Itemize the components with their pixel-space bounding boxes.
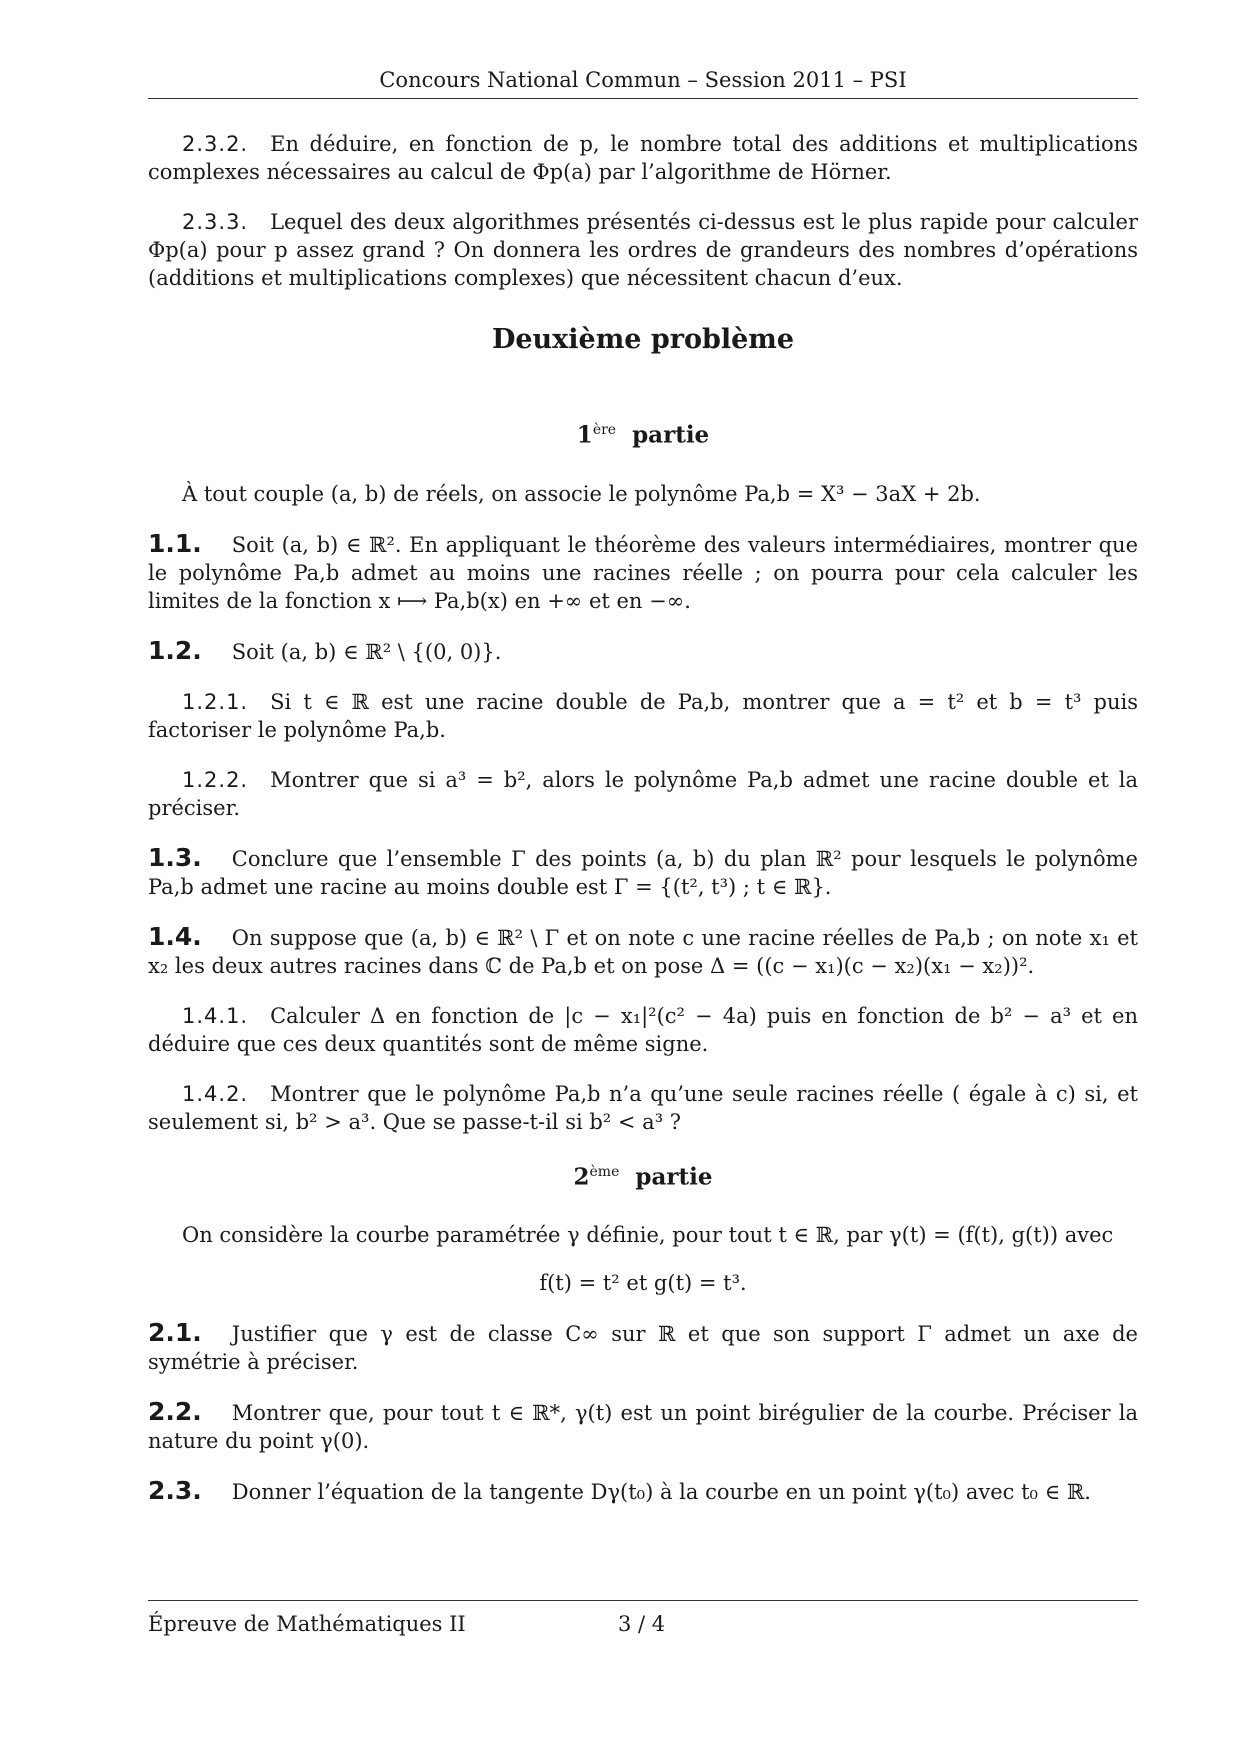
question-number: 2.1. (148, 1318, 202, 1348)
part-ordinal: ère (592, 422, 617, 438)
question-number: 1.3. (148, 842, 202, 872)
question-text: Calculer Δ en fonction de |c − x₁|²(c² − 4a) puis en fonction de b² − a³ et en déduire que ces deux quantités sont de même signe. (148, 1003, 1138, 1056)
question-text: Soit (a, b) ∈ ℝ². En appliquant le théorème des valeurs intermédiaires, montrer que le polynôme Pa,b admet au moins une racines réelle ; on pourra pour cela calculer les limites de la fonction x ⟼ Pa,b(x) en +∞ et en −∞. (148, 532, 1138, 613)
part-word: partie (635, 1163, 713, 1191)
header-rule (148, 98, 1138, 99)
question-number: 1.1. (148, 528, 202, 558)
question-number: 1.4.1. (182, 1003, 249, 1028)
question-1-3 (148, 844, 1138, 901)
page-body (148, 130, 1138, 1528)
question-number: 1.2.1. (182, 689, 249, 714)
question-1-2-2 (148, 766, 1138, 822)
question-2-3 (148, 1477, 1138, 1506)
question-1-1 (148, 530, 1138, 615)
question-number: 1.4. (148, 921, 202, 951)
question-1-4-1 (148, 1002, 1138, 1058)
intro-paragraph: À tout couple (a, b) de réels, on associe le polynôme Pa,b = X³ − 3aX + 2b. (182, 481, 981, 506)
part-number: 2 (573, 1163, 590, 1191)
question-text: En déduire, en fonction de p, le nombre total des additions et multiplications complexes nécessaires au calcul de Φp(a) par l’algorithme de Hörner. (148, 132, 1138, 184)
part-heading-1 (148, 416, 1138, 450)
question-text: Montrer que le polynôme Pa,b n’a qu’une seule racines réelle ( égale à c) si, et seulement si, b² > a³. Que se passe-t-il si b² < a³ ? (148, 1081, 1138, 1134)
page-number: 3 / 4 (618, 1612, 666, 1636)
running-header: Concours National Commun – Session 2011 – PSI (379, 68, 907, 92)
question-text: Soit (a, b) ∈ ℝ² \ {(0, 0)}. (231, 639, 502, 664)
part-ordinal: ème (589, 1163, 620, 1180)
footer-rule (148, 1600, 1138, 1601)
curve-intro: On considère la courbe paramétrée γ définie, pour tout t ∈ ℝ, par γ(t) = (f(t), g(t)) avec (182, 1223, 1114, 1248)
question-number: 2.3. (148, 1476, 202, 1506)
question-text: Si t ∈ ℝ est une racine double de Pa,b, montrer que a = t² et b = t³ puis factoriser le polynôme Pa,b. (148, 689, 1138, 742)
question-1-4-2 (148, 1080, 1138, 1136)
question-text: Donner l’équation de la tangente Dγ(t₀) à la courbe en un point γ(t₀) avec t₀ ∈ ℝ. (231, 1480, 1091, 1505)
question-1-2-1 (148, 688, 1138, 744)
question-text: Justifier que γ est de classe C∞ sur ℝ et que son support Γ admet un axe de symétrie à préciser. (148, 1322, 1138, 1375)
curve-definition: f(t) = t² et g(t) = t³. (539, 1271, 747, 1296)
question-number: 2.3.3. (182, 210, 249, 234)
part-number: 1 (576, 421, 593, 449)
question-text: Montrer que, pour tout t ∈ ℝ*, γ(t) est un point birégulier de la courbe. Préciser la nature du point γ(0). (148, 1401, 1138, 1454)
question-2-1 (148, 1319, 1138, 1376)
question-text: On suppose que (a, b) ∈ ℝ² \ Γ et on note c une racine réelles de Pa,b ; on note x₁ et x₂ les deux autres racines dans ℂ de Pa,b et on pose Δ = ((c − x₁)(c − x₂)(x₁ − x₂))². (148, 925, 1138, 978)
question-text: Lequel des deux algorithmes présentés ci-dessus est le plus rapide pour calculer Φp(a) pour p assez grand ? On donnera les ordres de grandeurs des nombres d’opérations (additions et multiplications complexes) que nécessitent chacun d’eux. (148, 210, 1138, 290)
part-heading-2 (148, 1158, 1138, 1192)
question-number: 1.2.2. (182, 767, 249, 792)
question-1-2 (148, 637, 1138, 666)
problem-title: Deuxième problème (491, 324, 795, 355)
page (148, 0, 1138, 1754)
question-text: Montrer que si a³ = b², alors le polynôme Pa,b admet une racine double et la préciser. (148, 767, 1138, 820)
question-number: 2.3.2. (182, 132, 249, 156)
part-word: partie (632, 421, 710, 449)
question-1-4 (148, 923, 1138, 980)
question-number: 2.2. (148, 1397, 202, 1427)
question-2-3-2 (148, 130, 1138, 186)
question-number: 1.2. (148, 635, 202, 665)
question-2-2 (148, 1398, 1138, 1455)
footer-title: Épreuve de Mathématiques II (148, 1612, 466, 1636)
question-2-3-3 (148, 208, 1138, 292)
question-text: Conclure que l’ensemble Γ des points (a, b) du plan ℝ² pour lesquels le polynôme Pa,b admet une racine au moins double est Γ = {(t², t³) ; t ∈ ℝ}. (148, 846, 1138, 899)
question-number: 1.4.2. (182, 1081, 249, 1106)
